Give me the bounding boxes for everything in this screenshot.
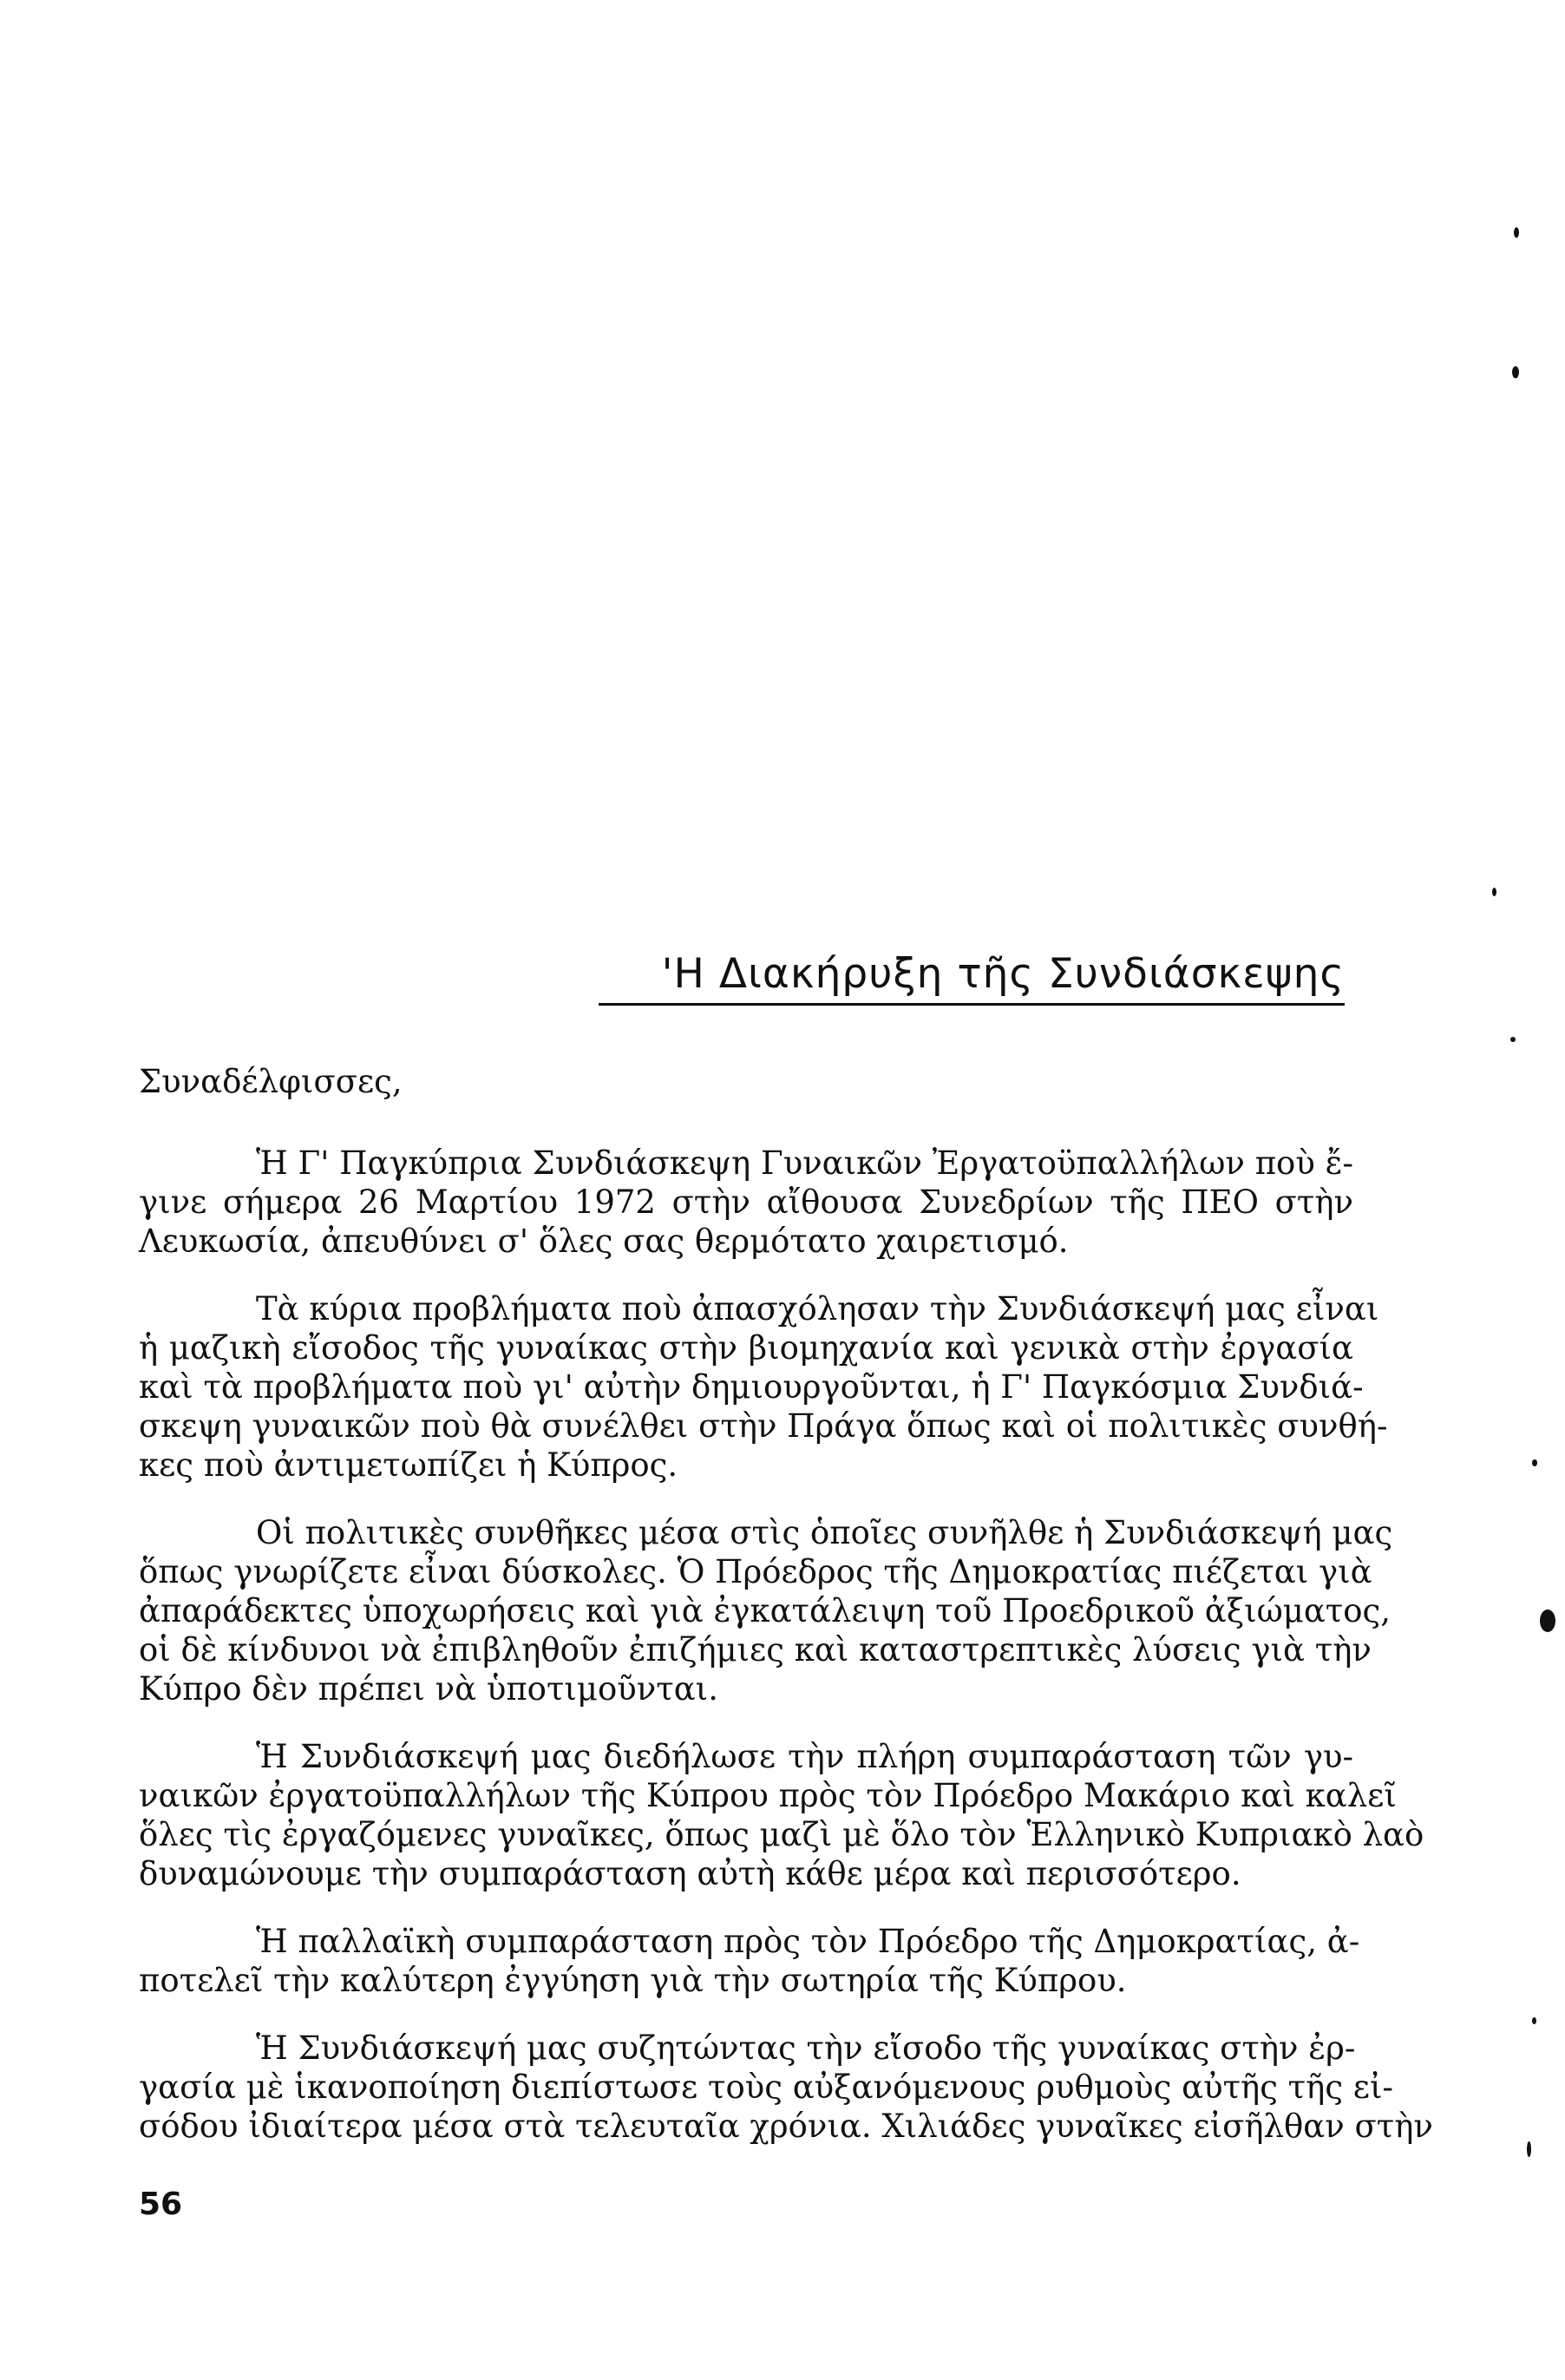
text-line: καὶ τὰ προβλήματα ποὺ γι' αὐτὴν δημιουργοῦνται, ἡ Γ' Παγκόσμια Συνδιά- — [139, 1368, 1364, 1406]
text-line: Τὰ κύρια προβλήματα ποὺ ἀπασχόλησαν τὴν Συνδιάσκεψή μας εἶναι — [256, 1290, 1379, 1328]
text-line: ὅπως γνωρίζετε εἶναι δύσκολες. Ὁ Πρόεδρος τῆς Δημοκρατίας πιέζεται γιὰ — [139, 1553, 1372, 1590]
paragraph — [139, 1289, 1388, 1485]
text-line: ἀπαράδεκτες ὑποχωρήσεις καὶ γιὰ ἐγκατάλειψη τοῦ Προεδρικοῦ ἀξιώματος, — [139, 1592, 1391, 1629]
text-line: δυναμώνουμε τὴν συμπαράσταση αὐτὴ κάθε μέρα καὶ περισσότερο. — [139, 1855, 1241, 1892]
text-line: ὅλες τὶς ἐργαζόμενες γυναῖκες, ὅπως μαζὶ μὲ ὅλο τὸν Ἑλληνικὸ Κυπριακὸ λαὸ — [139, 1816, 1424, 1853]
text-line: Οἱ πολιτικὲς συνθῆκες μέσα στὶς ὁποῖες συνῆλθε ἡ Συνδιάσκεψή μας — [256, 1514, 1393, 1551]
paragraph — [139, 1513, 1393, 1708]
text-line: Ἡ Γ' Παγκύπρια Συνδιάσκεψη Γυναικῶν Ἐργατοϋπαλλήλων ποὺ ἔ- — [256, 1144, 1353, 1182]
text-line: Κύπρο δὲν πρέπει νὰ ὑποτιμοῦνται. — [139, 1670, 718, 1708]
scan-speck — [1532, 2017, 1536, 2024]
paragraph — [139, 1922, 1360, 2000]
text-line: οἱ δὲ κίνδυνοι νὰ ἐπιβληθοῦν ἐπιζήμιες καὶ καταστρεπτικὲς λύσεις γιὰ τὴν — [139, 1631, 1372, 1669]
body-text — [139, 1144, 1433, 2174]
page-number: 56 — [139, 2187, 183, 2222]
text-line: γασία μὲ ἱκανοποίηση διεπίστωσε τοὺς αὐξανόμενους ρυθμοὺς αὐτῆς τῆς εἰ- — [139, 2069, 1393, 2106]
text-line: σόδου ἰδιαίτερα μέσα στὰ τελευταῖα χρόνια. Χιλιάδες γυναῖκες εἰσῆλθαν στὴν — [139, 2108, 1433, 2145]
paragraph — [139, 2029, 1433, 2146]
scan-speck — [1527, 2141, 1531, 2157]
text-line: κες ποὺ ἀντιμετωπίζει ἡ Κύπρος. — [139, 1446, 678, 1484]
text-line: Ἡ παλλαϊκὴ συμπαράσταση πρὸς τὸν Πρόεδρο τῆς Δημοκρατίας, ἀ- — [256, 1923, 1360, 1960]
paragraph — [139, 1737, 1424, 1893]
text-line: ἡ μαζικὴ εἴσοδος τῆς γυναίκας στὴν βιομηχανία καὶ γενικὰ στὴν ἐργασία — [139, 1329, 1353, 1367]
text-line: ναικῶν ἐργατοϋπαλλήλων τῆς Κύπρου πρὸς τὸν Πρόεδρο Μακάριο καὶ καλεῖ — [139, 1777, 1397, 1814]
text-line: γινε σήμερα 26 Μαρτίου 1972 στὴν αἴθουσα Συνεδρίων τῆς ΠΕΟ στὴν — [139, 1183, 1353, 1221]
text-line: ποτελεῖ τὴν καλύτερη ἐγγύηση γιὰ τὴν σωτηρία τῆς Κύπρου. — [139, 1962, 1127, 1999]
scan-speck — [1514, 227, 1519, 238]
scan-speck — [1512, 366, 1519, 378]
text-line: Ἡ Συνδιάσκεψή μας διεδήλωσε τὴν πλήρη συμπαράσταση τῶν γυ- — [256, 1738, 1353, 1775]
salutation: Συναδέλφισσες, — [139, 1063, 403, 1100]
scan-speck — [1540, 1610, 1555, 1632]
scan-speck — [1492, 888, 1496, 896]
text-line: Λευκωσία, ἀπευθύνει σ' ὅλες σας θερμότατο χαιρετισμό. — [139, 1223, 1069, 1260]
text-line: Ἡ Συνδιάσκεψή μας συζητώντας τὴν εἴσοδο τῆς γυναίκας στὴν ἐρ- — [256, 2029, 1356, 2067]
paragraph — [139, 1144, 1353, 1261]
page-title: 'Η Διακήρυξη τῆς Συνδιάσκεψης — [599, 950, 1345, 1006]
scan-speck — [1532, 1459, 1537, 1466]
text-line: σκεψη γυναικῶν ποὺ θὰ συνέλθει στὴν Πράγα ὅπως καὶ οἱ πολιτικὲς συνθή- — [139, 1407, 1388, 1445]
scan-speck — [1510, 1037, 1516, 1042]
